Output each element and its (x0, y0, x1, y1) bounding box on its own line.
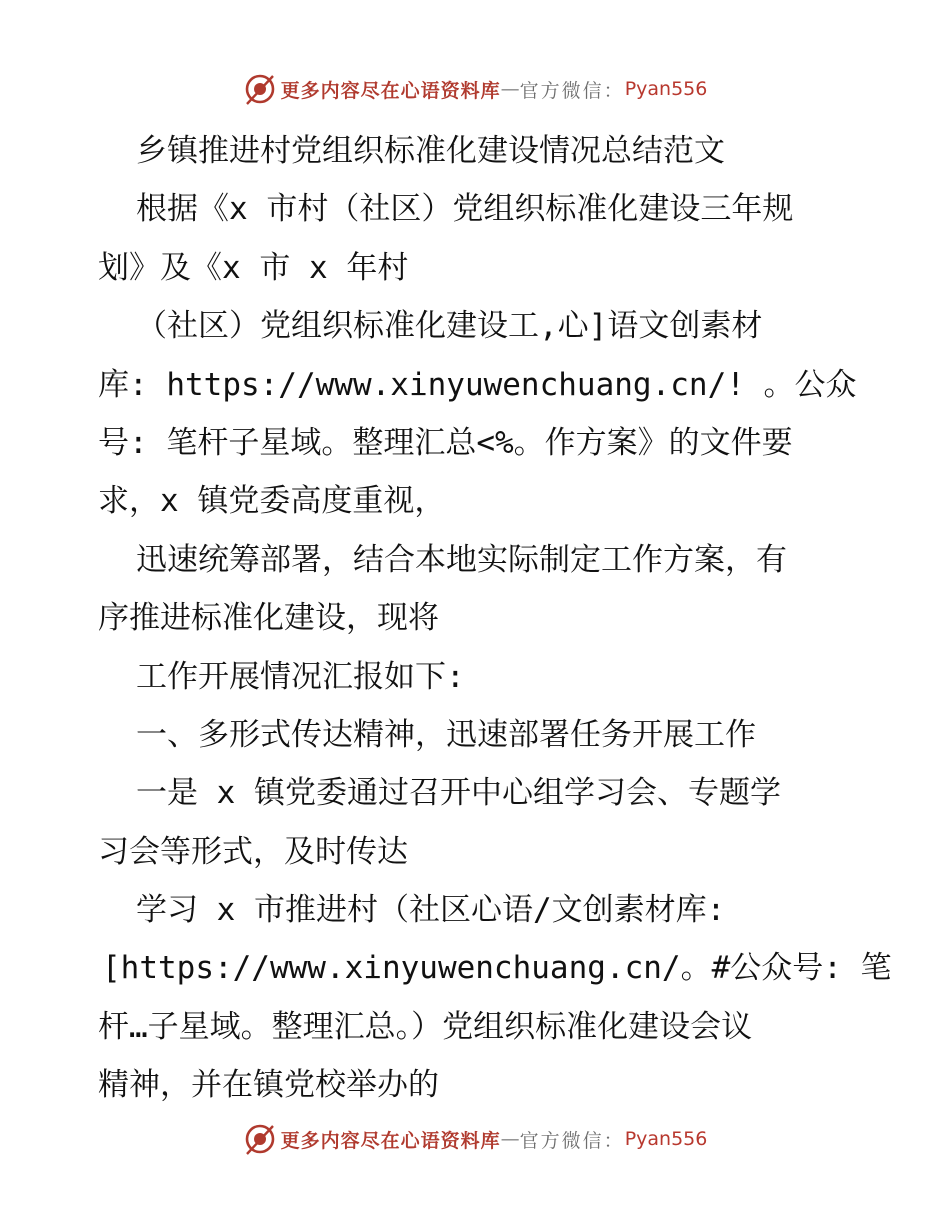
body-line: 精神，并在镇党校举办的 (98, 1067, 439, 1104)
document-body (98, 122, 892, 1115)
body-line: 根据《x 市村（社区）党组织标准化建设三年规 (136, 191, 794, 228)
header-separator: — (500, 78, 520, 100)
body-line: （社区）党组织标准化建设工,心]语文创素材 (136, 308, 763, 345)
header-wechat-id: Pyan556 (624, 78, 708, 100)
body-line: 杆…子星域。整理汇总。）党组织标准化建设会议 (98, 1008, 753, 1045)
header-watermark (0, 72, 950, 106)
body-line: 一是 x 镇党委通过召开中心组学习会、专题学 (136, 775, 781, 812)
body-line: 库: https://www.xinyuwenchuang.cn/! 。公众 (98, 366, 857, 403)
footer-watermark (0, 1122, 950, 1156)
body-line: 工作开展情况汇报如下: (136, 658, 465, 695)
footer-separator: — (500, 1128, 520, 1150)
quill-logo-icon (243, 1122, 277, 1156)
body-line: [https://www.xinyuwenchuang.cn/。#公众号: 笔 (102, 950, 892, 987)
body-line: 迅速统筹部署，结合本地实际制定工作方案，有 (136, 541, 787, 578)
body-line: 划》及《x 市 x 年村 (98, 249, 409, 286)
body-line: 学习 x 市推进村（社区心语/文创素材库: (136, 892, 726, 929)
footer-wechat-label: 官方微信： (519, 1129, 625, 1152)
body-line: 习会等形式，及时传达 (98, 833, 408, 870)
header-wechat-label: 官方微信： (519, 79, 625, 102)
quill-logo-icon (243, 72, 277, 106)
section-heading: 一、多形式传达精神，迅速部署任务开展工作 (136, 716, 756, 753)
body-line: 号: 笔杆子星域。整理汇总<%。作方案》的文件要 (98, 424, 793, 461)
footer-wechat-id: Pyan556 (624, 1128, 708, 1150)
document-title: 乡镇推进村党组织标准化建设情况总结范文 (136, 133, 725, 169)
footer-brand: 更多内容尽在心语资料库 (280, 1129, 501, 1152)
body-line: 序推进标准化建设，现将 (98, 600, 439, 637)
body-line: 求，x 镇党委高度重视， (98, 483, 446, 520)
header-brand: 更多内容尽在心语资料库 (280, 79, 501, 102)
